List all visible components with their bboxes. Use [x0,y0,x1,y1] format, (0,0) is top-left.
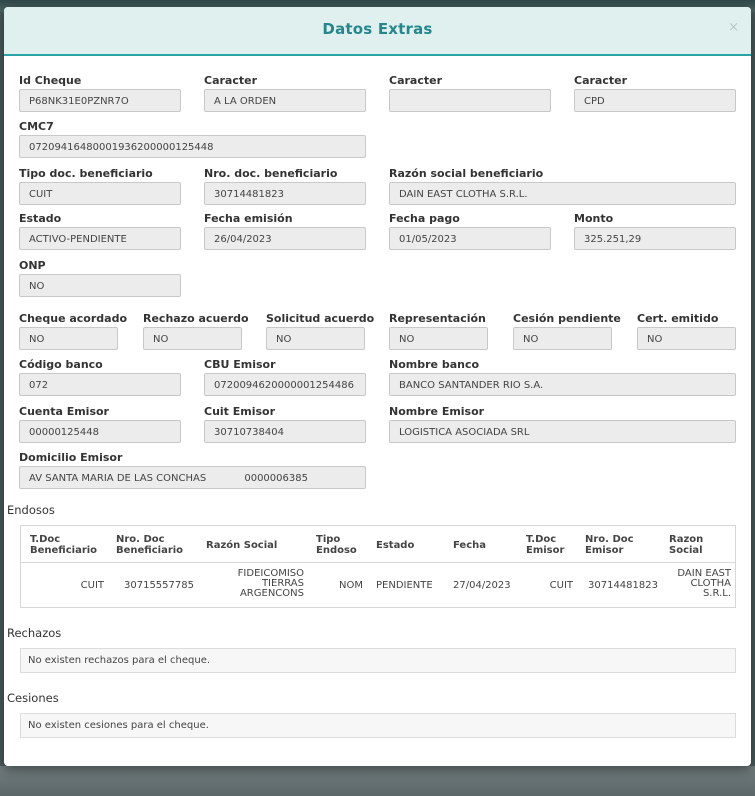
datos-extras-modal [4,7,751,766]
input-solicitud-acuerdo[interactable]: NO [266,327,365,350]
label-onp: ONP [19,259,46,272]
input-cert-emitido[interactable]: NO [637,327,736,350]
cell-razon-social-emisor: DAIN EAST CLOTHA S.R.L. [677,568,731,599]
field-fecha-pago [389,212,551,250]
field-nro-doc-beneficiario [204,167,366,205]
label-caracter-3: Caracter [574,74,628,87]
th-razon-social-emisor: Razon Social [669,534,704,556]
input-id-cheque[interactable]: P68NK31E0PZNR7O [19,89,181,112]
label-nombre-emisor: Nombre Emisor [389,405,485,418]
label-codigo-banco: Código banco [19,358,103,371]
input-fecha-emision[interactable]: 26/04/2023 [204,227,366,250]
rechazos-empty-message: No existen rechazos para el cheque. [20,648,736,673]
input-representacion[interactable]: NO [389,327,488,350]
input-cuit-emisor[interactable]: 30710738404 [204,420,366,443]
field-cbu-emisor [204,358,366,396]
field-tipo-doc-beneficiario [19,167,181,205]
field-codigo-banco [19,358,181,396]
input-nro-doc-beneficiario[interactable]: 30714481823 [204,182,366,205]
field-id-cheque [19,74,181,112]
field-representacion [389,312,488,350]
field-razon-social-beneficiario [389,167,736,205]
input-caracter-1[interactable]: A LA ORDEN [204,89,366,112]
field-cuit-emisor [204,405,366,443]
field-onp [19,259,181,297]
cell-razon-social: FIDEICOMISO TIERRAS ARGENCONS [237,568,304,599]
label-representacion: Representación [389,312,486,325]
field-nombre-emisor [389,405,736,443]
label-domicilio-emisor: Domicilio Emisor [19,451,123,464]
field-caracter-1 [204,74,366,112]
label-caracter-1: Caracter [204,74,258,87]
input-cmc7[interactable]: 07209416480001936200000125448 [19,135,366,158]
input-estado[interactable]: ACTIVO-PENDIENTE [19,227,181,250]
input-codigo-banco[interactable]: 072 [19,373,181,396]
table-header-divider [21,562,735,563]
th-estado: Estado [376,540,415,551]
input-caracter-2[interactable] [389,89,551,112]
input-cbu-emisor[interactable]: 0720094620000001254486 [204,373,366,396]
field-caracter-3 [574,74,736,112]
field-estado [19,212,181,250]
close-icon[interactable]: × [728,20,739,35]
label-monto: Monto [574,212,614,225]
input-monto[interactable]: 325.251,29 [574,227,736,250]
input-cesion-pendiente[interactable]: NO [513,327,612,350]
cesiones-title: Cesiones [7,691,59,705]
th-fecha: Fecha [453,540,487,551]
label-fecha-emision: Fecha emisión [204,212,293,225]
th-tdoc-emisor: T.Doc Emisor [526,534,565,556]
input-rechazo-acuerdo[interactable]: NO [143,327,242,350]
input-domicilio-emisor[interactable]: AV SANTA MARIA DE LAS CONCHAS 0000006385 [19,466,366,489]
field-domicilio-emisor [19,451,366,489]
field-monto [574,212,736,250]
th-nro-doc-beneficiario: Nro. Doc Beneficiario [116,534,184,556]
input-tipo-doc-beneficiario[interactable]: CUIT [19,182,181,205]
th-tipo-endoso: Tipo Endoso [316,534,357,556]
cell-estado: PENDIENTE [376,580,433,591]
input-caracter-3[interactable]: CPD [574,89,736,112]
label-rechazo-acuerdo: Rechazo acuerdo [143,312,249,325]
endosos-table [20,525,736,608]
cell-nro-doc-emisor: 30714481823 [588,580,658,591]
label-fecha-pago: Fecha pago [389,212,460,225]
cell-tipo-endoso: NOM [339,580,363,591]
label-cuit-emisor: Cuit Emisor [204,405,276,418]
field-rechazo-acuerdo [143,312,249,350]
field-cuenta-emisor [19,405,181,443]
cell-fecha: 27/04/2023 [453,580,511,591]
field-caracter-2 [389,74,551,112]
input-cheque-acordado[interactable]: NO [19,327,118,350]
label-cert-emitido: Cert. emitido [637,312,719,325]
rechazos-title: Rechazos [7,626,62,640]
label-id-cheque: Id Cheque [19,74,82,87]
modal-title: Datos Extras [322,20,433,38]
input-nombre-banco[interactable]: BANCO SANTANDER RIO S.A. [389,373,736,396]
label-caracter-2: Caracter [389,74,443,87]
field-fecha-emision [204,212,366,250]
label-nombre-banco: Nombre banco [389,358,480,371]
field-cert-emitido [637,312,736,350]
th-razon-social: Razón Social [206,540,278,551]
input-cuenta-emisor[interactable]: 00000125448 [19,420,181,443]
field-cmc7 [19,120,366,158]
label-cmc7: CMC7 [19,120,54,133]
input-nombre-emisor[interactable]: LOGISTICA ASOCIADA SRL [389,420,736,443]
cell-tdoc-beneficiario: CUIT [80,580,104,591]
cell-tdoc-emisor: CUIT [549,580,573,591]
input-onp[interactable]: NO [19,274,181,297]
label-cuenta-emisor: Cuenta Emisor [19,405,109,418]
label-estado: Estado [19,212,62,225]
label-cheque-acordado: Cheque acordado [19,312,128,325]
th-tdoc-beneficiario: T.Doc Beneficiario [30,534,98,556]
field-cesion-pendiente [513,312,621,350]
endosos-title: Endosos [7,503,55,517]
label-tipo-doc-beneficiario: Tipo doc. beneficiario [19,167,153,180]
label-cbu-emisor: CBU Emisor [204,358,276,371]
field-solicitud-acuerdo [266,312,375,350]
th-nro-doc-emisor: Nro. Doc Emisor [585,534,634,556]
field-nombre-banco [389,358,736,396]
cesiones-empty-message: No existen cesiones para el cheque. [20,713,736,738]
input-razon-social-beneficiario[interactable]: DAIN EAST CLOTHA S.R.L. [389,182,736,205]
cell-nro-doc-beneficiario: 30715557785 [124,580,194,591]
page-backdrop-bottom [0,766,755,796]
modal-header [4,7,751,56]
label-cesion-pendiente: Cesión pendiente [513,312,621,325]
label-nro-doc-beneficiario: Nro. doc. beneficiario [204,167,338,180]
label-solicitud-acuerdo: Solicitud acuerdo [266,312,375,325]
label-razon-social-beneficiario: Razón social beneficiario [389,167,544,180]
field-cheque-acordado [19,312,128,350]
input-fecha-pago[interactable]: 01/05/2023 [389,227,551,250]
